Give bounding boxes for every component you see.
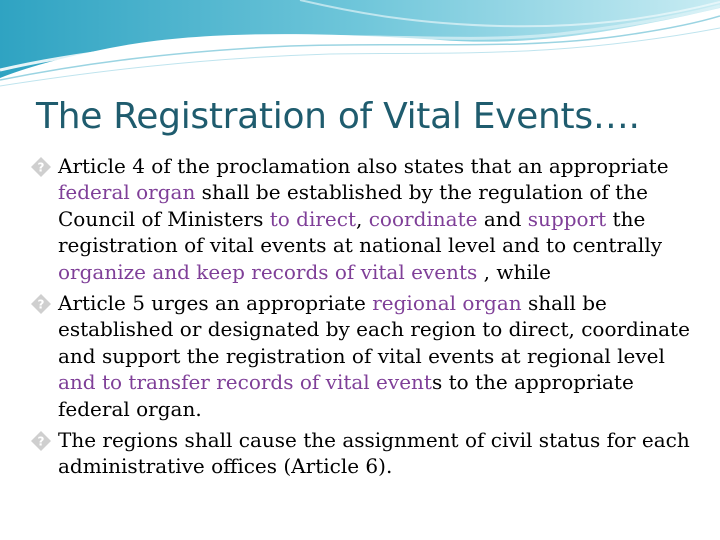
body-text: The regions shall cause the assignment of civil status for each administrative offices (Article 6). — [58, 428, 690, 479]
body-text: and — [477, 206, 528, 231]
body-text: Article 5 urges an appropriate — [58, 291, 373, 316]
replacement-character-icon — [30, 156, 58, 176]
body-text: s to the appropriate federal organ. — [58, 370, 634, 421]
bullet-text — [58, 153, 692, 285]
highlighted-text: to direct — [269, 206, 357, 231]
body-text: , while — [477, 259, 551, 284]
body-text: Article 4 of the proclamation also states that an appropriate — [58, 154, 669, 178]
body-text: shall be established by the regulation of the Council of Ministers — [58, 180, 648, 231]
replacement-character-icon — [30, 430, 58, 450]
slide-title: The Registration of Vital Events…. — [36, 96, 640, 137]
svg-text:?: ? — [37, 160, 45, 175]
body-text: , — [356, 206, 369, 231]
bullet-list — [30, 153, 692, 485]
body-text: the registration of vital events at national level and to centrally — [58, 206, 663, 258]
highlighted-text: support — [527, 206, 607, 231]
highlighted-text: and to transfer records of vital event — [58, 370, 432, 395]
svg-text:?: ? — [37, 434, 45, 449]
replacement-character-icon — [30, 293, 58, 313]
bullet-item — [30, 427, 692, 480]
bullet-item — [30, 153, 692, 285]
svg-text:?: ? — [37, 297, 45, 312]
highlighted-text: regional organ — [372, 291, 522, 316]
highlighted-text: federal organ — [58, 180, 196, 205]
bullet-text — [58, 290, 692, 422]
highlighted-text: coordinate — [368, 206, 478, 231]
highlighted-text: organize and keep records of vital events — [58, 259, 478, 284]
body-text: shall be established or designated by each region to direct, coordinate and support the registration of vital events at regional level — [58, 291, 690, 368]
header-wave-banner — [0, 0, 720, 100]
bullet-item — [30, 290, 692, 422]
bullet-text — [58, 427, 692, 480]
